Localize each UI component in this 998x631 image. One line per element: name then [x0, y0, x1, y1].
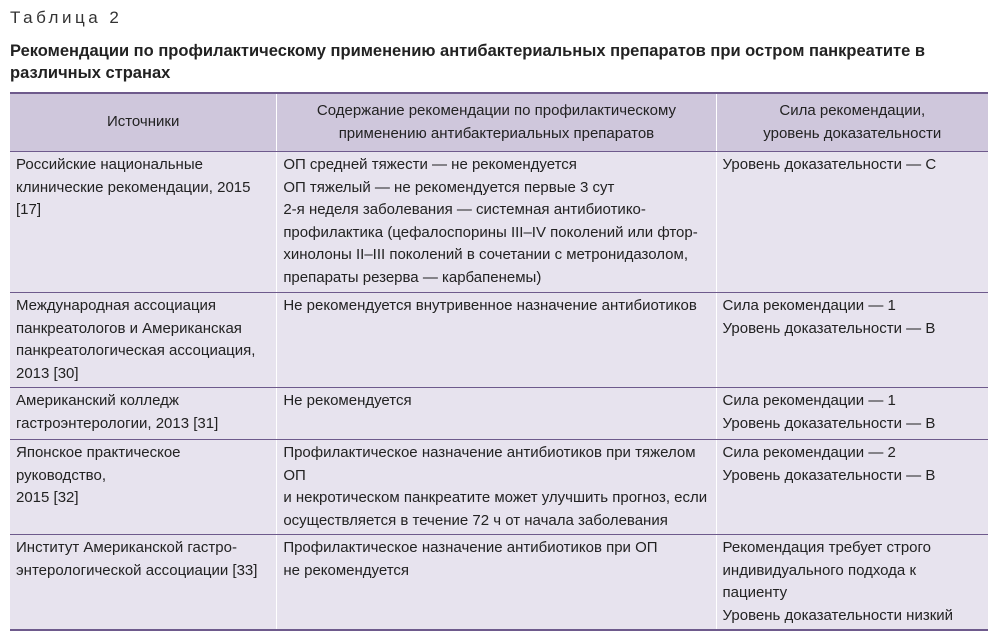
cell-strength	[716, 388, 988, 440]
cell-line: ОП тяжелый — не рекомендуется первые 3 сут	[283, 178, 615, 196]
cell-line: Международная ассоциация	[16, 297, 217, 314]
cell-line: Уровень доказательности — В	[722, 466, 936, 484]
cell-line: панкреатологов и Американская	[16, 319, 242, 337]
cell-line: 2013 [30]	[16, 364, 79, 382]
cell-source	[10, 152, 277, 293]
cell-line: Российские национальные	[16, 156, 203, 173]
cell-line: Рекомендация требует строго	[722, 539, 931, 556]
table-row	[10, 440, 988, 535]
header-strength	[716, 93, 988, 152]
cell-line: хинолоны II–III поколений в сочетании с метронидазолом,	[283, 246, 689, 263]
cell-source	[10, 293, 277, 388]
cell-source	[10, 388, 277, 440]
cell-line: осуществляется в течение 72 ч от начала заболевания	[283, 511, 668, 529]
cell-line: ОП средней тяжести — не рекомендуется	[283, 156, 577, 173]
cell-line: Уровень доказательности — В	[722, 414, 936, 432]
cell-line: Сила рекомендации — 1	[722, 392, 896, 409]
cell-line: Профилактическое назначение антибиотиков при ОП	[283, 539, 658, 556]
cell-line: энтерологической ассоциации [33]	[16, 561, 258, 579]
cell-line: Не рекомендуется	[283, 392, 412, 409]
cell-content	[277, 388, 716, 440]
cell-line: Уровень доказательности низкий	[722, 606, 954, 624]
cell-line: не рекомендуется	[283, 561, 410, 579]
cell-line: препараты резерва — карбапенемы)	[283, 268, 542, 286]
cell-content	[277, 152, 716, 293]
table-label: Таблица 2	[10, 8, 123, 27]
cell-line: 2015 [32]	[16, 489, 79, 506]
cell-strength	[716, 440, 988, 535]
cell-source	[10, 535, 277, 631]
cell-strength	[716, 535, 988, 631]
header-line: уровень доказательности	[763, 124, 942, 142]
cell-line: 2-я неделя заболевания — системная антибиотико-	[283, 201, 646, 218]
cell-strength	[716, 152, 988, 293]
cell-line: индивидуального подхода к пациенту	[722, 561, 917, 601]
cell-line: гастроэнтерологии, 2013 [31]	[16, 414, 219, 432]
cell-line: и некротическом панкреатите может улучшить прогноз, если	[283, 489, 708, 506]
cell-line: Не рекомендуется внутривенное назначение антибиотиков	[283, 297, 697, 314]
header-content	[277, 93, 716, 152]
header-sources	[10, 93, 277, 152]
cell-content	[277, 535, 716, 631]
cell-line: Сила рекомендации — 1	[722, 297, 896, 314]
table-header-row	[10, 93, 988, 152]
table-title: Рекомендации по профилактическому применению антибактериальных препаратов при остром панкреатите в различных странах	[10, 42, 926, 82]
cell-line: профилактика (цефалоспорины III–IV поколений или фтор-	[283, 223, 698, 241]
recommendations-table	[10, 92, 988, 631]
cell-line: Сила рекомендации — 2	[722, 444, 896, 461]
cell-line: Уровень доказательности — С	[722, 156, 937, 173]
cell-line: Профилактическое назначение антибиотиков при тяжелом ОП	[283, 444, 696, 484]
table-row	[10, 388, 988, 440]
table-row	[10, 535, 988, 631]
cell-content	[277, 440, 716, 535]
cell-content	[277, 293, 716, 388]
header-line: Источники	[106, 113, 180, 131]
cell-line: Уровень доказательности — В	[722, 319, 936, 337]
table-body	[10, 152, 988, 631]
cell-line: Японское практическое руководство,	[16, 444, 181, 484]
cell-line: панкреатологическая ассоциация,	[16, 342, 256, 359]
table-row	[10, 152, 988, 293]
cell-line: Американский колледж	[16, 392, 179, 409]
cell-source	[10, 440, 277, 535]
cell-line: Институт Американской гастро-	[16, 539, 237, 556]
table-row	[10, 293, 988, 388]
cell-line: клинические рекомендации, 2015 [17]	[16, 178, 251, 218]
cell-strength	[716, 293, 988, 388]
header-line: применению антибактериальных препаратов	[338, 124, 655, 142]
header-line: Содержание рекомендации по профилактическому	[316, 102, 676, 119]
header-line: Сила рекомендации,	[779, 102, 926, 119]
